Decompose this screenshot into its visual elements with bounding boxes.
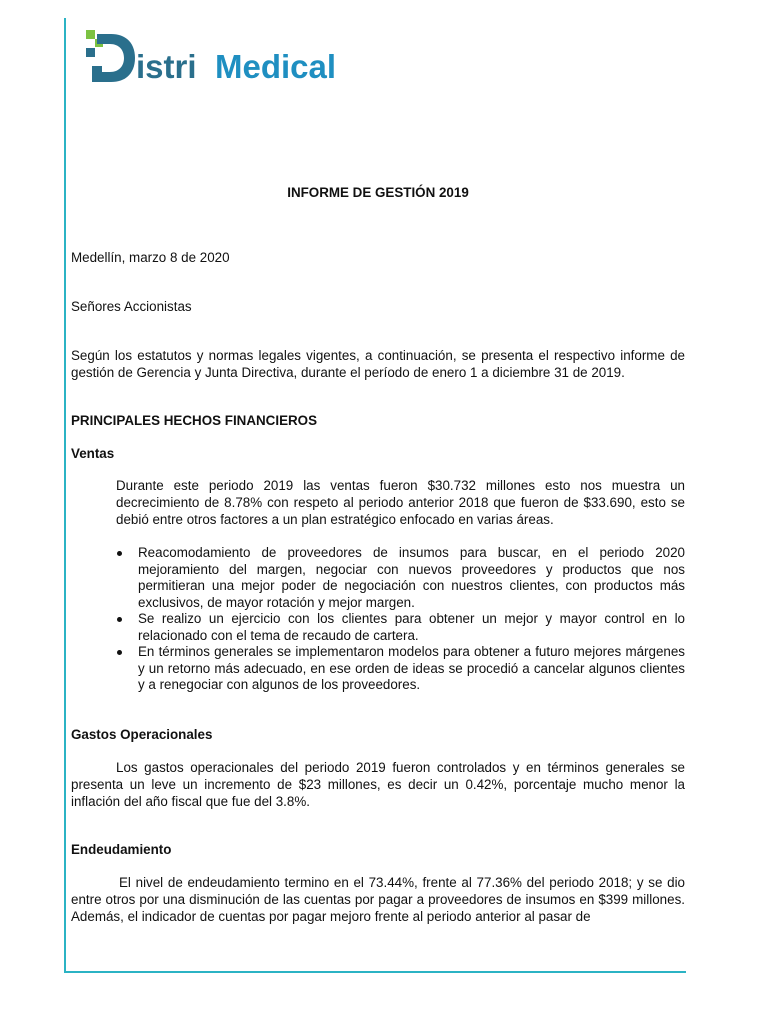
place-date: Medellín, marzo 8 de 2020 bbox=[71, 250, 230, 265]
bullet-icon bbox=[117, 650, 122, 655]
distrimedical-logo-icon bbox=[84, 26, 359, 88]
bullet-icon bbox=[117, 617, 122, 622]
list-item: Se realizo un ejercicio con los clientes para obtener un mejor y mayor control en lo relacionado con el tema de recaudo de cartera. bbox=[116, 611, 685, 644]
page-border-bottom bbox=[64, 971, 686, 973]
heading-endeudamiento: Endeudamiento bbox=[71, 842, 172, 857]
heading-gastos: Gastos Operacionales bbox=[71, 727, 213, 742]
logo-text-distri: istri bbox=[136, 48, 197, 85]
page-border-left bbox=[64, 18, 66, 973]
list-item: Reacomodamiento de proveedores de insumos para buscar, en el periodo 2020 mejoramiento del margen, negociar con nuevos proveedores y productos que nos permitieran una mejor poder de negociación con nuestros clientes, con productos más exclusivos, de mayor rotación y mejor margen. bbox=[116, 545, 685, 611]
heading-ventas: Ventas bbox=[71, 446, 115, 461]
gastos-paragraph: Los gastos operacionales del periodo 2019 fueron controlados y en términos generales se presenta un leve un incremento de $23 millones, es decir un 0.42%, porcentaje mucho menor la inflación del año fiscal que fue del 3.8%. bbox=[71, 760, 685, 809]
document-title: INFORME DE GESTIÓN 2019 bbox=[287, 185, 469, 200]
logo-text-medical: Medical bbox=[215, 48, 337, 85]
salutation: Señores Accionistas bbox=[71, 299, 192, 314]
ventas-bullet-list bbox=[116, 545, 685, 694]
intro-paragraph: Según los estatutos y normas legales vigentes, a continuación, se presenta el respectivo informe de gestión de Gerencia y Junta Directiva, durante el período de enero 1 a diciembre 31 de 2019. bbox=[71, 348, 685, 380]
endeudamiento-paragraph: El nivel de endeudamiento termino en el 73.44%, frente al 77.36% del periodo 2018; y se dio entre otros por una disminución de las cuentas por pagar a proveedores de insumos en $399 millones. Además, el indicador de cuentas por pagar mejoro frente al periodo anterior al pasar de bbox=[71, 875, 685, 924]
ventas-paragraph: Durante este periodo 2019 las ventas fueron $30.732 millones esto nos muestra un decrecimiento de 8.78% con respeto al periodo anterior 2018 que fueron de $33.690, esto se debió entre otros factores a un plan estratégico enfocado en varias áreas. bbox=[116, 478, 685, 527]
list-item: En términos generales se implementaron modelos para obtener a futuro mejores márgenes y un retorno más adecuado, en ese orden de ideas se procedió a cancelar algunos clientes y a renegociar con algunos de los proveedores. bbox=[116, 644, 685, 694]
section-heading-main: PRINCIPALES HECHOS FINANCIEROS bbox=[71, 413, 318, 428]
bullet-icon bbox=[117, 551, 122, 556]
company-logo bbox=[84, 26, 359, 88]
